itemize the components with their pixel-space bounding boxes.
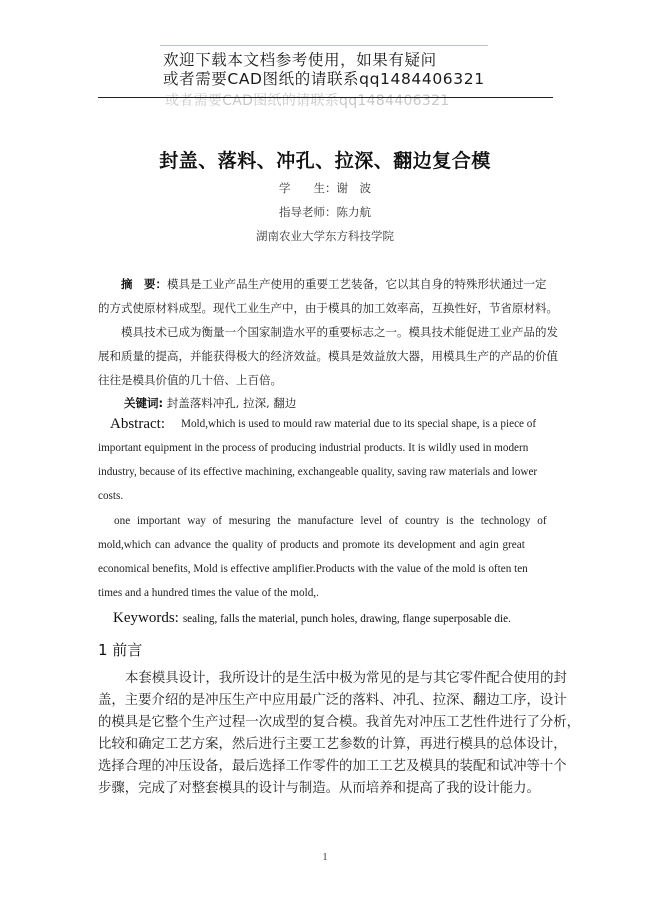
abstract-en-line: one important way of mesuring the manufacture level of country is the technology of: [114, 515, 547, 527]
abstract-en-line: Mold,which is used to mould raw material due to its special shape, is a piece of: [181, 418, 537, 430]
abstract-en-line: mold,which can advance the quality of products and promote its development and agin great: [98, 539, 525, 551]
abstract-cn-line: 摘 要：模具是工业产品生产使用的重要工艺装备，它以其自身的特殊形状通过一定: [121, 277, 547, 291]
watermark-ghost-line: 或者需要CAD图纸的请联系qq1484406321: [165, 93, 450, 109]
keywords-cn: [124, 395, 296, 411]
abstract-en-line: economical benefits, Mold is effective amplifier.Products with the value of the mold is often ten: [98, 563, 528, 575]
body-line: 盖，主要介绍的是冲压生产中应用最广泛的落料、冲孔、拉深、翻边工序，设计: [98, 693, 567, 708]
abstract-en-line: times and a hundred times the value of the mold,.: [98, 587, 319, 599]
section-heading: 1 前言: [98, 641, 143, 659]
keywords-en-label: Keywords:: [113, 610, 179, 626]
document-title: 封盖、落料、冲孔、拉深、翻边复合模: [159, 150, 491, 172]
keywords-cn-label: 关键词:: [124, 396, 164, 410]
abstract-en-label: Abstract:: [110, 416, 165, 432]
abstract-cn-line: 往往是模具价值的几十倍、上百倍。: [98, 373, 282, 387]
keywords-en-text: sealing, falls the material, punch holes, drawing, flange superposable die.: [182, 613, 511, 625]
student-line: 学 生：谢 波: [279, 181, 371, 195]
section-body: [98, 668, 581, 800]
advisor-line: 指导老师：陈力航: [279, 205, 371, 219]
school-line: 湖南农业大学东方科技学院: [256, 229, 394, 243]
header-rule: [98, 97, 553, 98]
abstract-cn-line: 模具技术已成为衡量一个国家制造水平的重要标志之一。模具技术能促进工业产品的发: [121, 325, 558, 339]
body-line: 步骤，完成了对整套模具的设计与制造。从而培养和提高了我的设计能力。: [98, 781, 540, 796]
watermark-line-1: 欢迎下载本文档参考使用，如果有疑问: [163, 51, 437, 69]
abstract-en-line: important equipment in the process of producing industrial products. It is wildly used in modern: [98, 442, 529, 454]
watermark-line-2: 或者需要CAD图纸的请联系qq1484406321: [163, 70, 485, 88]
abstract-cn-line: 展和质量的提高，并能获得极大的经济效益。模具是效益放大器，用模具生产的产品的价值: [98, 349, 558, 363]
abstract-cn-label: 摘 要：: [121, 277, 167, 291]
keywords-cn-text: 封盖落料冲孔, 拉深, 翻边: [166, 396, 297, 410]
abstract-cn-line: 的方式使原材料成型。现代工业生产中，由于模具的加工效率高，互换性好，节省原材料。: [98, 301, 558, 315]
abstract-cn: [98, 272, 558, 392]
keywords-en: [113, 609, 511, 627]
abstract-en-line: costs.: [98, 490, 124, 502]
page-number: 1: [322, 852, 328, 863]
abstract-en-line: industry, because of its effective machining, exchangeable quality, saving raw materials and lower: [98, 466, 538, 478]
body-line: 选择合理的冲压设备，最后选择工作零件的加工工艺及模具的装配和试冲等十个: [98, 759, 567, 774]
body-line: 的模具是它整个生产过程一次成型的复合模。我首先对冲压工艺性件进行了分析，: [98, 715, 581, 730]
body-line: 本套模具设计，我所设计的是生活中极为常见的是与其它零件配合使用的封: [125, 671, 567, 686]
body-line: 比较和确定工艺方案，然后进行主要工艺参数的计算，再进行模具的总体设计，: [98, 737, 567, 752]
watermark-top-rule: [160, 45, 488, 46]
